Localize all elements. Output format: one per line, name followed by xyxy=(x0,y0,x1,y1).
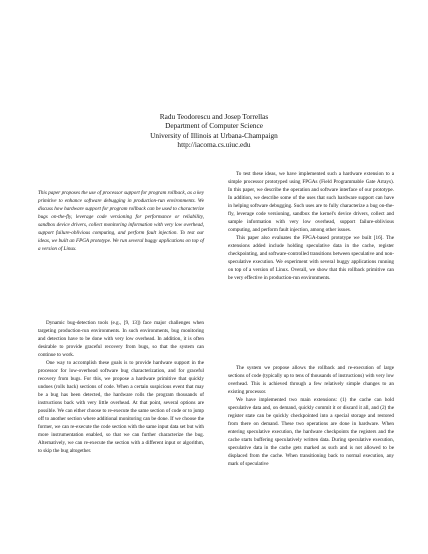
introduction-left-column xyxy=(38,319,204,455)
group-url: http://iacoma.cs.uiuc.edu xyxy=(177,139,251,149)
author-block xyxy=(0,112,428,149)
author-names: Radu Teodorescu and Josep Torrellas xyxy=(159,112,269,121)
abstract-text: This paper proposes the use of processor support for program rollback, as a key primitive to enhance software debugging in production-run environments. We discuss how hardware support for program rollback can be used to characterize bugs on-the-fly, leverage code versioning for performance or reliability, sandbox device drivers, collect monitoring information with very low overhead, support failure-oblivious computing, and perform fault injection. To test our ideas, we built an FPGA prototype. We run several buggy applications on top of a version of Linux. xyxy=(38,190,204,253)
system-paragraph-2: We have implemented two main extensions: (1) the cache can hold speculative data and, on demand, quickly commit it or discard it all, and (2) the register state can be quickly checkpointed into a special storage and restored from there on demand. These two operations are done in hardware. When entering speculative execution, the hardware checkpoints the registers and the cache starts buffering speculatively written data. During speculative execution, speculative data in the cache gets marked as such and is not allowed to be displaced from the cache. When transitioning back to normal execution, any mark of speculative xyxy=(228,397,394,468)
intro-paragraph-2: One way to accomplish these goals is to provide hardware support in the processor for low-overhead software bug characterization, and for graceful recovery from bugs. For this, we propose a hardware primitive that quickly undoes (rolls back) sections of code. When a certain suspicious event that may be a bug has been detected, the hardware rolls the program thousands of instructions back with very little overhead. At that point, several options are possible. We can either choose to re-execute the same section of code or to jump off to another section where additional monitoring can be done. If we choose the former, we can re-execute the code section with the same input data set but with more instrumentation enabled, so that we can further characterize the bug. Alternatively, we can re-execute the section with a different input or algorithm, to skip the bug altogether. xyxy=(38,360,204,455)
system-description-column xyxy=(228,364,394,468)
intro-paragraph-1: Dynamic bug-detection tools (e.g., [9, 13]) face major challenges when targeting production-run environments. In such environments, bug monitoring and detection have to be done with very low overhead. In addition, it is often desirable to provide graceful recovery from bugs, so that the system can continue to work. xyxy=(38,320,204,359)
introduction-right-column xyxy=(228,170,394,282)
system-paragraph-1: The system we propose allows the rollback and re-execution of large sections of code (typically up to tens of thousands of instructions) with very low overhead. This is achieved through a few relatively simple changes to an existing processor. xyxy=(228,365,394,396)
abstract xyxy=(38,189,204,253)
intro-paragraph-3: To test these ideas, we have implemented such a hardware extension to a simple processor prototyped using FPGAs (Field Programmable Gate Arrays). In this paper, we describe the operation and software interface of our prototype. In addition, we describe some of the uses that such hardware support can have in helping software debugging. Such uses are to fully characterize a bug on-the-fly, leverage code versioning, sandbox the kernel's device drivers, collect and sample information with very low overhead, support failure-oblivious computing, and perform fault injection, among other issues. xyxy=(228,171,394,234)
university-name: University of Illinois at Urbana-Champaign xyxy=(150,130,278,140)
department-name: Department of Computer Science xyxy=(165,121,263,131)
intro-paragraph-4: This paper also evaluates the FPGA-based prototype we built [16]. The extensions added include holding speculative data in the cache, register checkpointing, and software-controlled transitions between speculative and non-speculative execution. We experiment with several buggy applications running on top of a version of Linux. Overall, we show that this rollback primitive can be very effective in production-run environments. xyxy=(228,235,394,282)
